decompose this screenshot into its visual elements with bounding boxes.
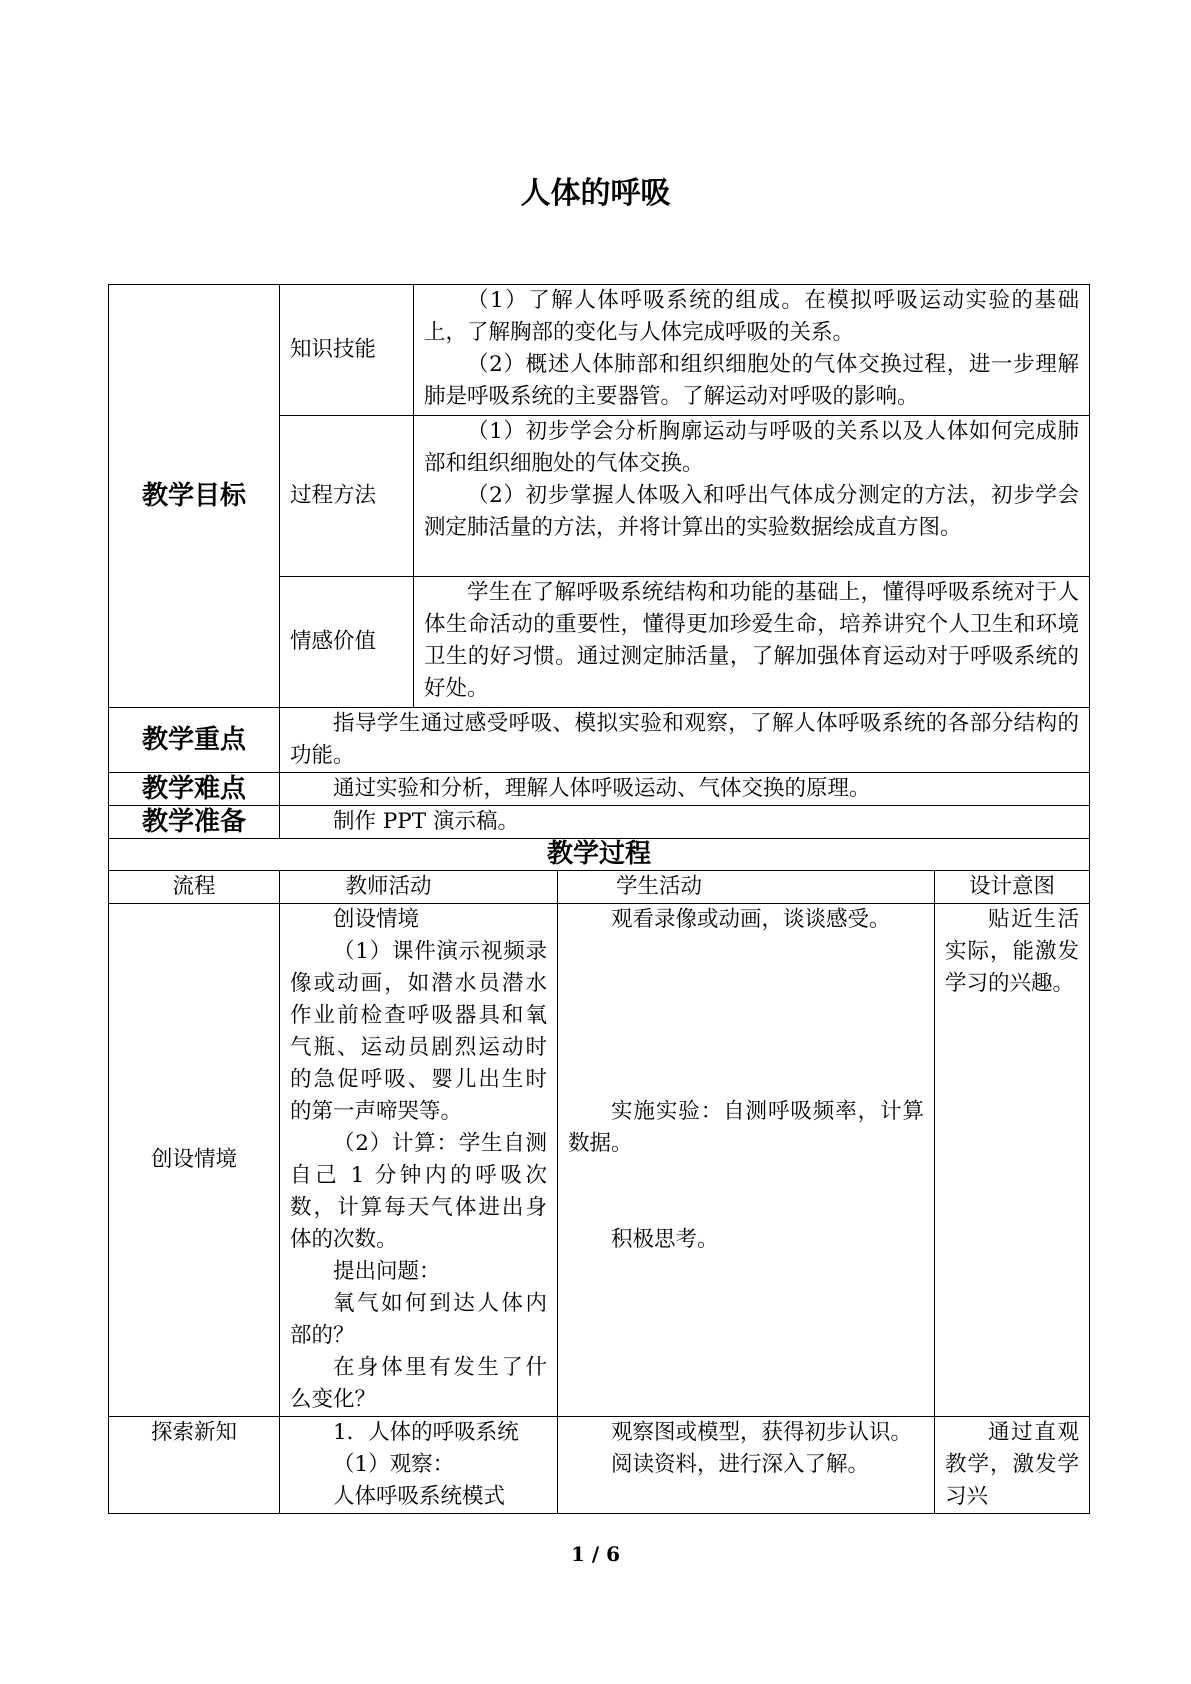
process-heading: 教学过程 <box>109 839 1090 871</box>
current-page: 1 <box>570 1542 585 1566</box>
preparation-text <box>280 806 1090 839</box>
design-intent <box>935 904 1090 1417</box>
objective-paragraph: 学生在了解呼吸系统结构和功能的基础上，懂得呼吸系统对于人体生命活动的重要性，懂得更加珍爱生命，培养讲究个人卫生和环境卫生的好习惯。通过测定肺活量，了解加强体育运动对于呼吸系统的好处。 <box>424 580 1080 701</box>
difficulty-label: 教学难点 <box>109 773 280 806</box>
header-student: 学生活动 <box>558 871 935 904</box>
key-point-paragraph: 指导学生通过感受呼吸、模拟实验和观察，了解人体呼吸系统的各部分结构的功能。 <box>290 711 1080 768</box>
student-paragraph: 阅读资料，进行深入了解。 <box>611 1452 870 1477</box>
objective-row-knowledge <box>109 285 1090 416</box>
student-activity <box>558 1417 935 1514</box>
difficulty-paragraph: 通过实验和分析，理解人体呼吸运动、气体交换的原理。 <box>333 776 871 801</box>
header-stage: 流程 <box>109 871 280 904</box>
difficulty-text <box>280 773 1090 806</box>
process-row <box>109 1417 1090 1514</box>
lesson-plan-table <box>108 284 1090 1514</box>
process-stage: 创设情境 <box>109 904 280 1417</box>
student-paragraph: 观看录像或动画，谈谈感受。 <box>611 907 891 932</box>
teacher-paragraph: （1）观察： <box>333 1452 455 1477</box>
preparation-row <box>109 806 1090 839</box>
key-point-label: 教学重点 <box>109 708 280 773</box>
page-separator: / <box>591 1542 600 1566</box>
process-header-row <box>109 871 1090 904</box>
page-title: 人体的呼吸 <box>520 176 671 211</box>
teacher-paragraph: （1）课件演示视频录像或动画，如潜水员潜水作业前检查呼吸器具和氧气瓶、运动员剧烈运动时的急促呼吸、婴儿出生时的第一声啼哭等。 <box>290 939 547 1124</box>
objective-paragraph: （2）概述人体肺部和组织细胞处的气体交换过程，进一步理解肺是呼吸系统的主要器管。了解运动对呼吸的影响。 <box>424 352 1080 409</box>
objective-content <box>414 577 1090 708</box>
objective-content <box>414 285 1090 416</box>
intent-paragraph: 贴近生活实际，能激发学习的兴趣。 <box>945 907 1080 996</box>
teacher-paragraph: （2）计算：学生自测自己 1 分钟内的呼吸次数，计算每天气体进出身体的次数。 <box>290 1131 547 1252</box>
total-pages: 6 <box>606 1542 621 1566</box>
objective-category: 过程方法 <box>280 416 414 577</box>
teacher-paragraph: 1．人体的呼吸系统 <box>333 1420 519 1445</box>
teacher-paragraph: 氧气如何到达人体内部的？ <box>290 1291 547 1348</box>
student-activity <box>558 904 935 1417</box>
teacher-activity <box>280 904 558 1417</box>
objective-category: 情感价值 <box>280 577 414 708</box>
objectives-label: 教学目标 <box>109 285 280 708</box>
teacher-paragraph: 提出问题： <box>333 1259 441 1284</box>
preparation-label: 教学准备 <box>109 806 280 839</box>
teacher-paragraph: 人体呼吸系统模式 <box>333 1484 506 1509</box>
preparation-paragraph: 制作 PPT 演示稿。 <box>333 809 519 834</box>
teacher-paragraph: 在身体里有发生了什么变化？ <box>290 1355 547 1412</box>
difficulty-row <box>109 773 1090 806</box>
student-paragraph: 积极思考。 <box>611 1227 719 1252</box>
objective-category: 知识技能 <box>280 285 414 416</box>
process-stage: 探索新知 <box>109 1417 280 1514</box>
objective-paragraph: （2）初步掌握人体吸入和呼出气体成分测定的方法，初步学会测定肺活量的方法，并将计算出的实验数据绘成直方图。 <box>424 483 1080 540</box>
key-point-row <box>109 708 1090 773</box>
intent-paragraph: 通过直观教学，激发学习兴 <box>945 1420 1080 1509</box>
student-paragraph: 实施实验：自测呼吸频率，计算数据。 <box>568 1099 924 1156</box>
objective-paragraph: （1）初步学会分析胸廓运动与呼吸的关系以及人体如何完成肺部和组织细胞处的气体交换。 <box>424 419 1080 476</box>
key-point-text <box>280 708 1090 773</box>
page-number <box>0 1542 1191 1566</box>
process-row <box>109 904 1090 1417</box>
student-paragraph: 观察图或模型，获得初步认识。 <box>611 1420 913 1445</box>
header-intent: 设计意图 <box>935 871 1090 904</box>
process-heading-row <box>109 839 1090 871</box>
objective-paragraph: （1）了解人体呼吸系统的组成。在模拟呼吸运动实验的基础上，了解胸部的变化与人体完成呼吸的关系。 <box>424 288 1080 345</box>
objective-content <box>414 416 1090 577</box>
teacher-paragraph: 创设情境 <box>333 907 420 932</box>
teacher-activity <box>280 1417 558 1514</box>
design-intent <box>935 1417 1090 1514</box>
header-teacher: 教师活动 <box>280 871 558 904</box>
